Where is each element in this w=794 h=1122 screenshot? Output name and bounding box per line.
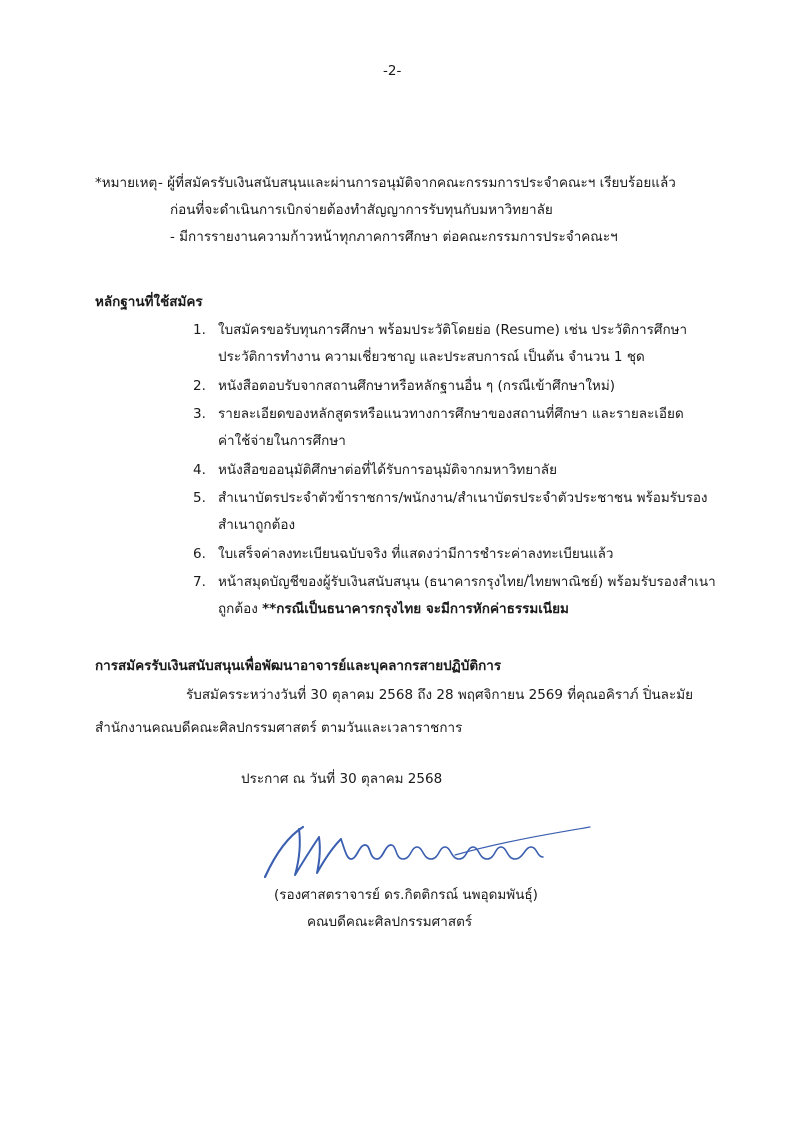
application-line-1: รับสมัครระหว่างวันที่ 30 ตุลาคม 2568 ถึง 28 พฤศจิกายน 2569 ที่คุณอคิราภ์ ปิ่นละมัย bbox=[186, 687, 694, 703]
list-item-text-cont: ค่าใช้จ่ายในการศึกษา bbox=[218, 433, 346, 449]
list-item-number: 5. bbox=[193, 490, 206, 506]
list-item-number: 6. bbox=[193, 546, 206, 562]
list-item-number: 2. bbox=[193, 378, 206, 394]
page-number: -2- bbox=[383, 63, 402, 79]
remark-line-3: - มีการรายงานความก้าวหน้าทุกภาคการศึกษา ต่อคณะกรรมการประจำคณะฯ bbox=[170, 229, 618, 245]
list-item-text: หน้าสมุดบัญชีของผู้รับเงินสนับสนุน (ธนาคารกรุงไทย/ไทยพาณิชย์) พร้อมรับรองสำเนา bbox=[218, 574, 716, 590]
list-item-number: 7. bbox=[193, 574, 206, 590]
list-item-number: 3. bbox=[193, 406, 206, 422]
announcement-date: ประกาศ ณ วันที่ 30 ตุลาคม 2568 bbox=[241, 771, 443, 787]
signatory-position: คณบดีคณะศิลปกรรมศาสตร์ bbox=[307, 914, 473, 930]
remark-line-1: - ผู้ที่สมัครรับเงินสนับสนุนและผ่านการอนุมัติจากคณะกรรมการประจำคณะฯ เรียบร้อยแล้ว bbox=[158, 175, 676, 191]
application-line-2: สำนักงานคณบดีคณะศิลปกรรมศาสตร์ ตามวันและเวลาราชการ bbox=[95, 720, 463, 736]
list-item-text-cont bbox=[218, 600, 569, 618]
list-item-text-cont: สำเนาถูกต้อง bbox=[218, 517, 296, 533]
list-item-text: สำเนาบัตรประจำตัวข้าราชการ/พนักงาน/สำเนาบัตรประจำตัวประชาชน พร้อมรับรอง bbox=[218, 490, 708, 506]
list-item-text: ใบสมัครขอรับทุนการศึกษา พร้อมประวัติโดยย่อ (Resume) เช่น ประวัติการศึกษา bbox=[218, 322, 688, 338]
list-item-text: รายละเอียดของหลักสูตรหรือแนวทางการศึกษาของสถานที่ศึกษา และรายละเอียด bbox=[218, 406, 684, 422]
application-heading: การสมัครรับเงินสนับสนุนเพื่อพัฒนาอาจารย์และบุคลากรสายปฏิบัติการ bbox=[95, 658, 502, 674]
list-item-text: หนังสือขออนุมัติศึกษาต่อที่ได้รับการอนุมัติจากมหาวิทยาลัย bbox=[218, 462, 557, 478]
list-item-number: 4. bbox=[193, 462, 206, 478]
signatory-name: (รองศาสตราจารย์ ดร.กิตติกรณ์ นพอุดมพันธุ์) bbox=[274, 887, 538, 903]
remark-label: *หมายเหตุ bbox=[95, 175, 158, 191]
list-item-number: 1. bbox=[193, 322, 206, 338]
list-item-text: หนังสือตอบรับจากสถานศึกษาหรือหลักฐานอื่น ๆ (กรณีเข้าศึกษาใหม่) bbox=[218, 378, 615, 394]
remark-line-2: ก่อนที่จะดำเนินการเบิกจ่ายต้องทำสัญญาการรับทุนกับมหาวิทยาลัย bbox=[170, 202, 553, 218]
list-item-text-plain: ถูกต้อง bbox=[218, 601, 258, 617]
list-item-text-cont: ประวัติการทำงาน ความเชี่ยวชาญ และประสบการณ์ เป็นต้น จำนวน 1 ชุด bbox=[218, 349, 645, 365]
signature-image bbox=[255, 815, 600, 895]
bank-fee-note: **กรณีเป็นธนาคารกรุงไทย จะมีการหักค่าธรรมเนียม bbox=[262, 601, 569, 617]
list-item-text: ใบเสร็จค่าลงทะเบียนฉบับจริง ที่แสดงว่ามีการชำระค่าลงทะเบียนแล้ว bbox=[218, 546, 614, 562]
evidence-heading: หลักฐานที่ใช้สมัคร bbox=[95, 294, 203, 310]
